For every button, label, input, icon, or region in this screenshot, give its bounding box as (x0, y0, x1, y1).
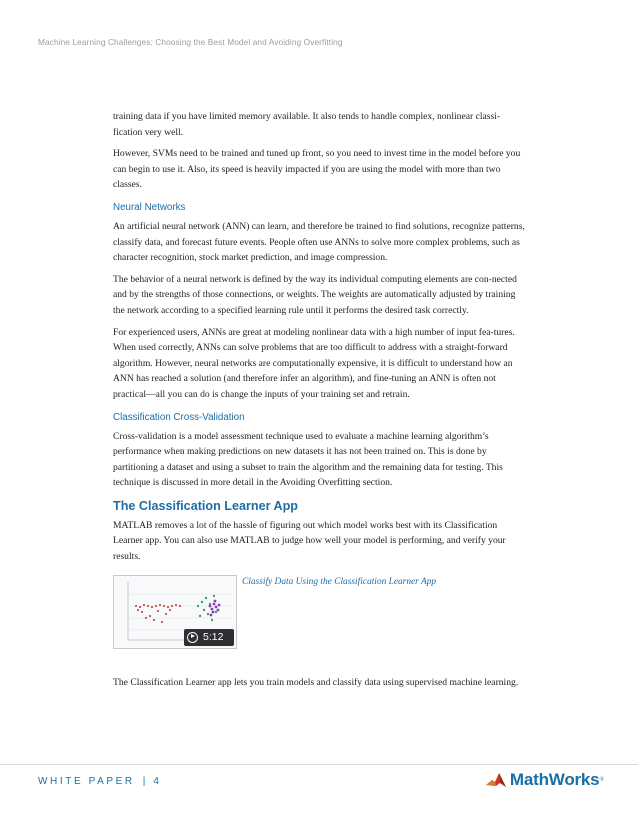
mathworks-logo (485, 770, 604, 790)
subheading-cross-validation: Classification Cross-Validation (113, 411, 245, 423)
subheading-neural-networks: Neural Networks (113, 201, 186, 213)
main-content (113, 109, 525, 696)
paragraph-ann-experienced: For experienced users, ANNs are great at modeling nonlinear data with a high number of input fea-tures. When used correctly, ANNs can solve problems that are too difficult to address with a straight-forward algorithm. However, neural networks are computationally expensive, it is difficult to understand how an ANN has reached a solution (and therefore infer an algorithm), and fine-tuning an ANN is often not practical—all you can do is change the inputs of your training set and retrain. (113, 326, 515, 400)
video-play-badge[interactable] (184, 629, 234, 646)
paragraph-cross-validation: Cross-validation is a model assessment technique used to evaluate a machine learning algorithm’s performance when making predictions on new datasets it has not been trained on. This is done by partitioning a dataset and using a subset to train the algorithm and the remaining data for testing. This technique is discussed in more detail in the Avoiding Overfitting section. (113, 430, 503, 489)
section-heading-classification-learner: The Classification Learner App (113, 498, 298, 513)
footer-divider (0, 764, 638, 765)
running-header: Machine Learning Challenges: Choosing the Best Model and Avoiding Overfitting (38, 37, 343, 47)
footer-label (38, 776, 162, 787)
logo-registered-mark: ® (599, 777, 604, 783)
footer-separator: | (142, 776, 146, 787)
paragraph-svm-memory: training data if you have limited memory available. It also tends to handle complex, nonlinear classi-fication very well. (113, 111, 501, 138)
video-duration: 5:12 (203, 631, 224, 644)
video-embed (113, 575, 525, 649)
membrane-logo-icon (485, 771, 507, 789)
video-thumbnail[interactable] (113, 575, 237, 649)
play-icon[interactable] (187, 632, 198, 643)
paragraph-matlab-app: MATLAB removes a lot of the hassle of figuring out which model works best with its Classification Learner app. You can also use MATLAB to judge how well your model is performing, and verify your results. (113, 519, 506, 563)
paragraph-ann-behavior: The behavior of a neural network is defined by the way its individual computing elements are con-nected and by the strengths of those connections, or weights. The weights are automatically adjusted by training the network according to a specified learning rule until it performs the desired task correctly. (113, 273, 517, 316)
footer-doc-type: WHITE PAPER (38, 776, 135, 787)
video-title-link[interactable]: Classify Data Using the Classification Learner App (242, 576, 437, 587)
page-number: 4 (153, 776, 162, 787)
logo-wordmark: MathWorks (509, 770, 600, 789)
paragraph-app-summary: The Classification Learner app lets you train models and classify data using supervised machine learning. (113, 676, 519, 688)
paragraph-svm-training: However, SVMs need to be trained and tuned up front, so you need to invest time in the model before you can begin to use it. Also, its speed is heavily impacted if you are using the model with more than two classes. (113, 148, 521, 191)
paragraph-ann-intro: An artificial neural network (ANN) can learn, and therefore be trained to find solutions, recognize patterns, classify data, and forecast future events. People often use ANNs to solve more complex problems, such as character recognition, stock market prediction, and image compression. (113, 220, 525, 264)
